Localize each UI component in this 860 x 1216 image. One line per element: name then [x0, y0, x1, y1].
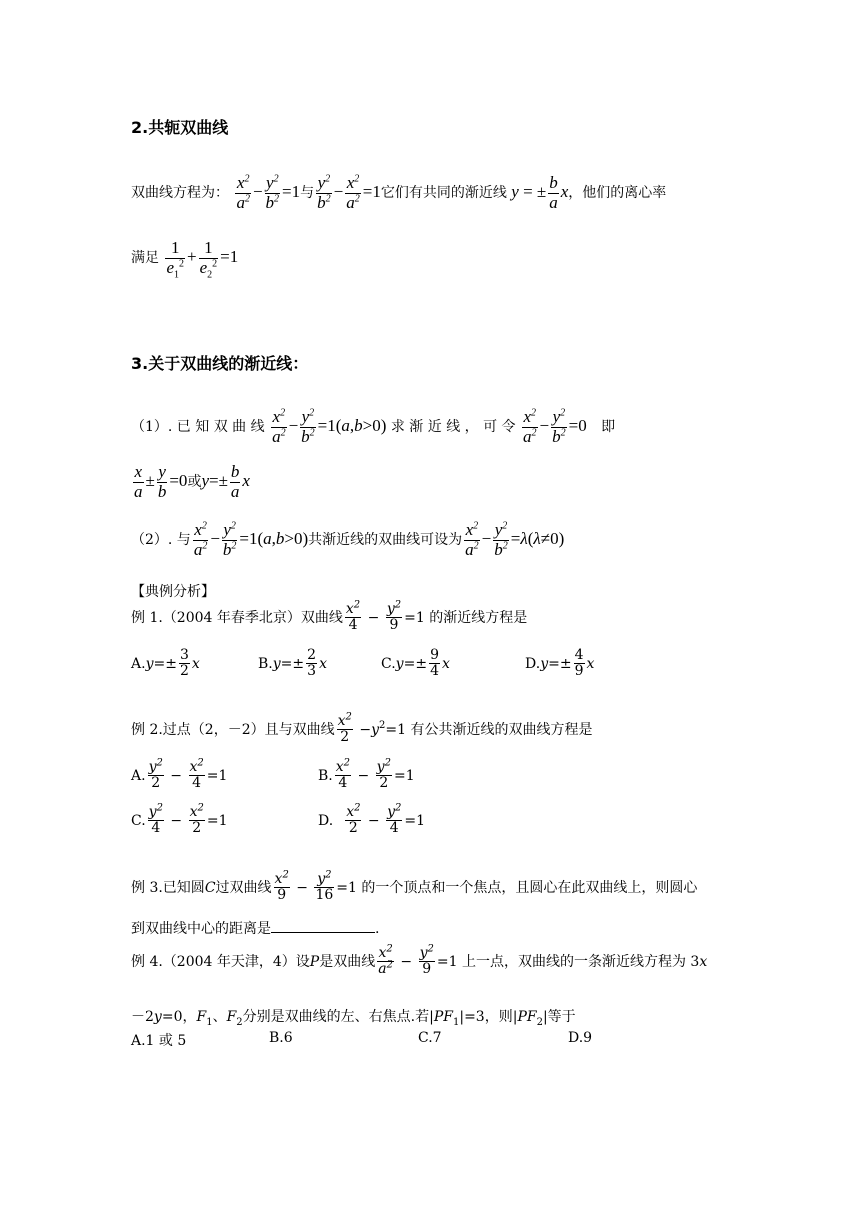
item2-lambda-form: $\frac{x^2}{a^2}$ − $\frac{y^2}{b^2}$ =λ(λ≠0): [465, 520, 565, 559]
ex2-prefix: 例 2.过点（2，－2）且与双曲线: [131, 721, 335, 738]
item1-factored: $\frac{x}{a}$ ± $\frac{y}{b}$ =0: [134, 462, 188, 501]
sec2-p1-mid: 它们有共同的渐近线: [380, 185, 507, 202]
answer-blank[interactable]: [271, 920, 375, 933]
ex2-option-c[interactable]: C. $\frac{y^2}{4}$ − $\frac{x^2}{2}$ =1: [131, 802, 228, 837]
sec2-paragraph-1: [131, 174, 666, 212]
item1-set-zero: $\frac{x^2}{a^2}$ − $\frac{y^2}{b^2}$ =0: [523, 407, 587, 446]
ex4-option-b[interactable]: B.6: [269, 1030, 293, 1046]
analysis-title: 【典例分析】: [131, 584, 215, 600]
ex1-option-d[interactable]: D.y=± $\frac{4}{9}$ x: [525, 647, 595, 680]
ex1-option-c[interactable]: C.y=± $\frac{9}{4}$ x: [381, 647, 450, 680]
sec2-p1-prefix: 双曲线方程为：: [131, 185, 229, 202]
sec3-item-1-cont: [131, 463, 250, 501]
ex3-prefix: 例 3.已知圆: [131, 879, 205, 896]
ex4-suffix: =1 上一点，双曲线的一条渐近线方程为 3: [436, 953, 700, 970]
ex1-option-b[interactable]: B.y=± $\frac{2}{3}$ x: [258, 647, 327, 680]
example-2: 例 2.过点（2，－2）且与双曲线 $\frac{x^2}{2}$ $-y^2=1$ 有公共渐近线的双曲线方程是: [131, 711, 593, 746]
sec2-paragraph-2: [131, 238, 239, 281]
sec3-item-1: [131, 408, 615, 446]
section-2-heading: 2.共轭双曲线: [131, 118, 229, 137]
example-4-line-2: －2y=0，$F_1$、$F_2$分别是双曲线的左、右焦点.若$|PF_1|=3$，则$|PF_2|$等于: [131, 1009, 576, 1028]
sec2-p2-prefix: 满足: [131, 250, 159, 267]
ex2-option-d[interactable]: D. $\frac{x^2}{2}$ − $\frac{y^2}{4}$ =1: [318, 802, 426, 837]
item1-asymptotes: y=± $\frac{b}{a}$ x: [201, 462, 250, 501]
ex4-option-d[interactable]: D.9: [568, 1030, 593, 1046]
asymptote-equation: y = ± $\frac{b}{a}$ x: [511, 173, 569, 212]
example-1: 例 1.（2004 年春季北京）双曲线 $\frac{x^2}{4}$ − $\frac{y^2}{9}$ =1 的渐近线方程是: [131, 599, 528, 634]
example-4: 例 4.（2004 年天津，4）设P是双曲线 $\frac{x^2}{a^2}$ − $\frac{y^2}{9}$ =1 上一点，双曲线的一条渐近线方程为 3x: [131, 943, 708, 978]
sec2-p1-with: 与: [300, 185, 315, 202]
item1-hyperbola: $\frac{x^2}{a^2}$ − $\frac{y^2}{b^2}$ =1(a,b>0): [272, 407, 387, 446]
example-3-line-2: 到双曲线中心的距离是 .: [131, 921, 380, 937]
conjugate-hyperbola-equation: $\frac{y^2}{b^2}$ − $\frac{x^2}{a^2}$ =1: [317, 173, 381, 212]
ex1-suffix: =1 的渐近线方程是: [404, 609, 528, 626]
sec3-item1-or: 或: [187, 474, 202, 491]
sec2-p1-suffix: ，他们的离心率: [568, 185, 667, 202]
eccentricity-relation: $\frac{1}{e_1^2}$ + $\frac{1}{e_2^2}$ =1: [166, 238, 239, 281]
hyperbola-equation: $\frac{x^2}{a^2}$ − $\frac{y^2}{b^2}$ =1: [236, 173, 301, 212]
section-3-heading: 3.关于双曲线的渐近线：: [131, 354, 309, 373]
ex3-line2: 到双曲线中心的距离是: [131, 921, 271, 937]
ex4-mid: 是双曲线: [319, 953, 376, 970]
sec3-item2-a: （2）. 与: [131, 532, 191, 549]
ex2-option-a[interactable]: A. $\frac{y^2}{2}$ − $\frac{x^2}{4}$ =1: [131, 757, 228, 792]
ex2-suffix: =1 有公共渐近线的双曲线方程是: [385, 721, 593, 738]
sec3-item1-b: 求 渐 近 线 ， 可 令: [390, 419, 516, 436]
sec3-item1-c: 即: [601, 419, 616, 436]
sec3-item1-a: （1）. 已 知 双 曲 线: [131, 419, 265, 436]
sec3-item2-b: 共渐近线的双曲线可设为: [308, 532, 463, 549]
ex4-option-c[interactable]: C.7: [418, 1030, 442, 1046]
ex2-option-b[interactable]: B. $\frac{x^2}{4}$ − $\frac{y^2}{2}$ =1: [318, 757, 415, 792]
ex4-prefix: 例 4.（2004 年天津，4）设: [131, 953, 310, 970]
item2-hyperbola: $\frac{x^2}{a^2}$ − $\frac{y^2}{b^2}$ =1(a,b>0): [193, 520, 309, 559]
ex1-option-a[interactable]: A.y=± $\frac{3}{2}$ x: [131, 647, 200, 680]
ex3-mid: 过双曲线: [215, 879, 272, 896]
ex4-option-a[interactable]: A.1 或 5: [131, 1033, 187, 1049]
sec3-item-2: [131, 521, 564, 559]
ex3-suffix: =1 的一个顶点和一个焦点，且圆心在此双曲线上，则圆心: [336, 879, 698, 896]
ex1-prefix: 例 1.（2004 年春季北京）双曲线: [131, 609, 343, 626]
example-3: 例 3.已知圆C过双曲线 $\frac{x^2}{9}$ − $\frac{y^2}{16}$ =1 的一个顶点和一个焦点，且圆心在此双曲线上，则圆心: [131, 869, 698, 904]
